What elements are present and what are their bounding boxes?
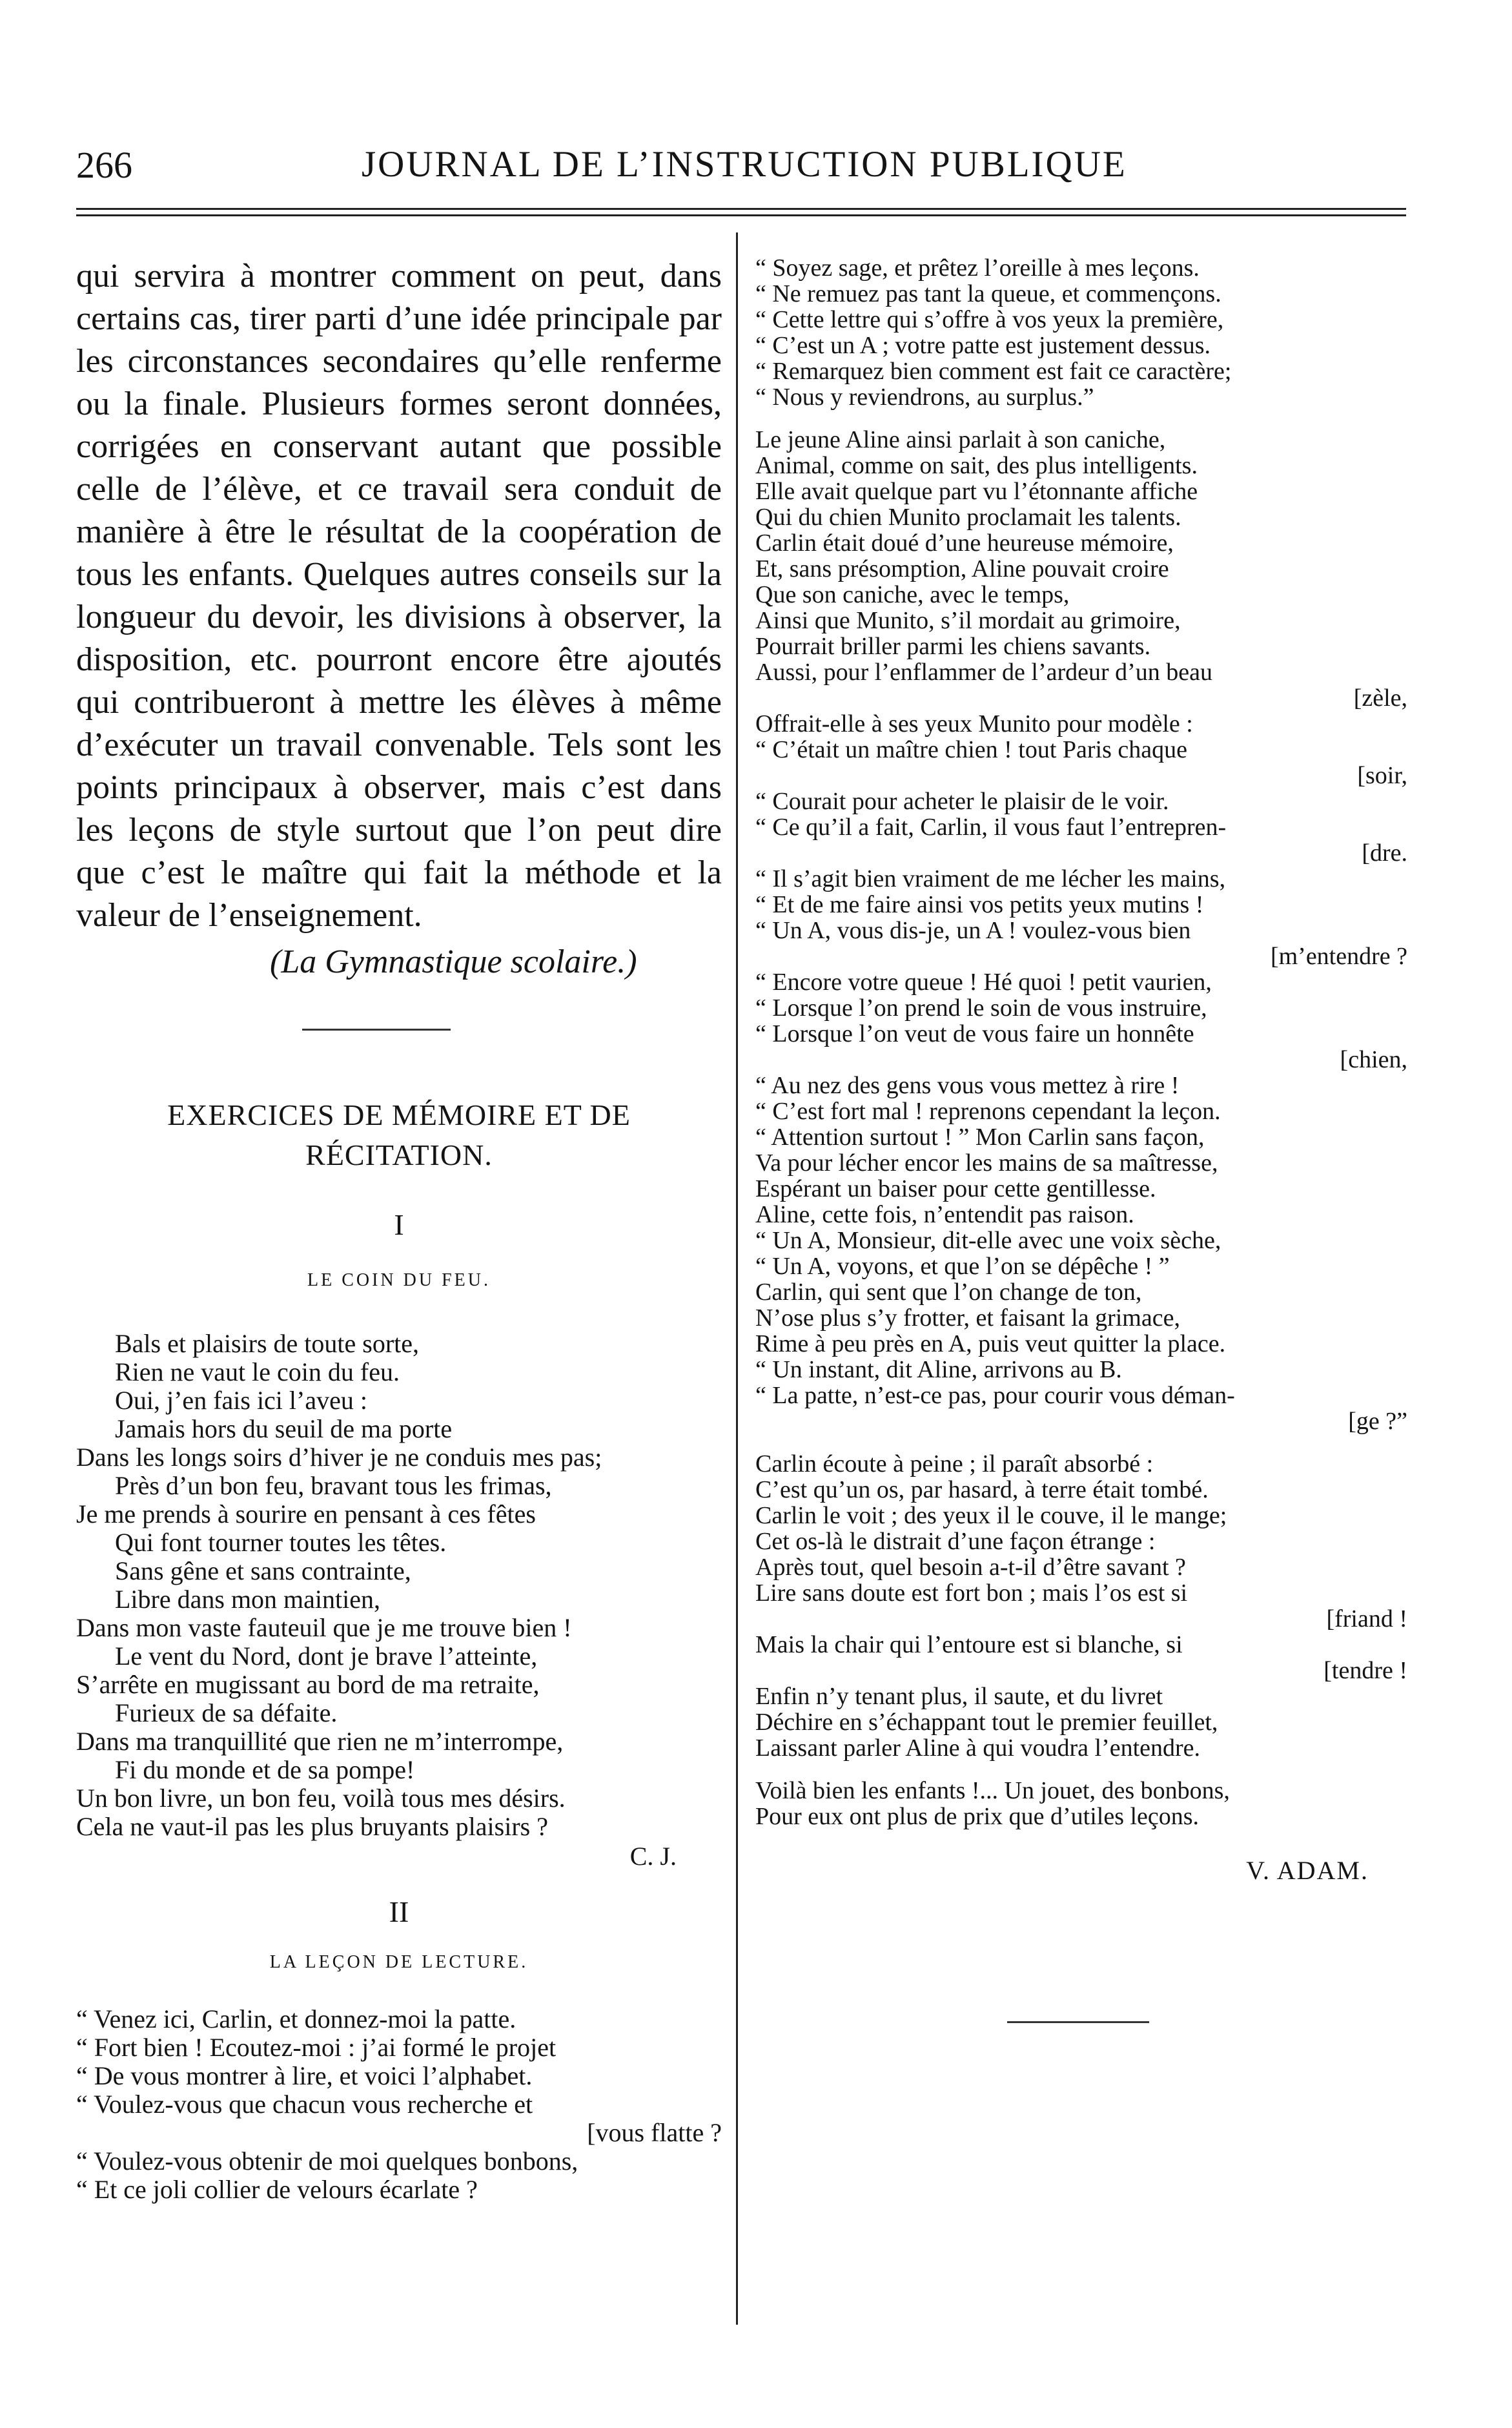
poem-title-2: LA LEÇON DE LECTURE.: [269, 1952, 529, 1972]
verse-line: “ Ne remuez pas tant la queue, et commençons.: [755, 280, 1221, 307]
verse-line: Un bon livre, un bon feu, voilà tous mes désirs.: [76, 1784, 566, 1813]
running-title: JOURNAL DE L’INSTRUCTION PUBLIQUE: [362, 144, 1127, 185]
verse-line: Espérant un baiser pour cette gentillesse.: [755, 1175, 1156, 1202]
verse-line: [chien,: [1340, 1046, 1407, 1073]
verse-line: Laissant parler Aline à qui voudra l’entendre.: [755, 1734, 1201, 1762]
verse-line: “ C’est fort mal ! reprenons cependant la leçon.: [755, 1098, 1221, 1125]
verse-line: Cela ne vaut-il pas les plus bruyants plaisirs ?: [76, 1812, 548, 1841]
verse-line: Dans les longs soirs d’hiver je ne conduis mes pas;: [76, 1443, 602, 1472]
verse-line: “ Un A, Monsieur, dit-elle avec une voix sèche,: [755, 1227, 1221, 1254]
verse-line: Carlin écoute à peine ; il paraît absorbé :: [755, 1450, 1154, 1477]
verse-line: Que son caniche, avec le temps,: [755, 581, 1070, 608]
source-credit: (La Gymnastique scolaire.): [270, 943, 637, 980]
verse-line: Le vent du Nord, dont je brave l’atteinte,: [115, 1641, 538, 1671]
verse-line: Animal, comme on sait, des plus intelligents.: [755, 452, 1198, 479]
verse-line: Pour eux ont plus de prix que d’utiles leçons.: [755, 1803, 1200, 1830]
verse-line: Libre dans mon maintien,: [115, 1585, 381, 1614]
verse-line: Sans gêne et sans contrainte,: [115, 1556, 411, 1585]
verse-line: [tendre !: [1323, 1657, 1407, 1684]
verse-line: [m’entendre ?: [1270, 943, 1407, 970]
verse-line: Elle avait quelque part vu l’étonnante affiche: [755, 478, 1198, 505]
verse-line: “ Et de me faire ainsi vos petits yeux mutins !: [755, 891, 1204, 918]
poem-signature-2: V. ADAM.: [1246, 1856, 1369, 1885]
right-column: [755, 255, 1407, 2023]
verse-line: Fi du monde et de sa pompe!: [115, 1755, 415, 1784]
end-separator: [1007, 2021, 1149, 2023]
verse-line: Je me prends à sourire en pensant à ces fêtes: [76, 1499, 536, 1528]
verse-line: Carlin était doué d’une heureuse mémoire,: [755, 530, 1174, 557]
verse-line: “ Remarquez bien comment est fait ce caractère;: [755, 358, 1232, 385]
part-numeral-2: II: [389, 1895, 409, 1928]
verse-line: Jamais hors du seuil de ma porte: [115, 1414, 453, 1443]
verse-line: “ Lorsque l’on prend le soin de vous instruire,: [755, 994, 1207, 1022]
prose-paragraph: qui servira à montrer comment on peut, dans certains cas, tirer parti d’une idée principale par les circonstances secondaires qu’elle renferme ou la finale. Plusieurs formes seront données, corrigées en conservant autant que possible celle de l’élève, et ce travail sera conduit de manière à être le résultat de la coopération de tous les enfants. Quelques autres conseils sur la longueur du devoir, les divisions à observer, la disposition, etc. pourront encore être ajoutés qui contribueront à mettre les élèves à même d’exécuter un travail convenable. Tels sont les points principaux à observer, mais c’est dans les leçons de style surtout que l’on peut dire que c’est le maître qui fait la méthode et la valeur de l’enseignement.: [76, 258, 722, 934]
verse-line: Cet os-là le distrait d’une façon étrange :: [755, 1528, 1156, 1555]
verse-line: “ Un A, voyons, et que l’on se dépêche ! ”: [755, 1253, 1170, 1280]
verse-line: Carlin, qui sent que l’on change de ton,: [755, 1279, 1142, 1306]
poem-signature-1: C. J.: [629, 1842, 677, 1871]
verse-line: Dans ma tranquillité que rien ne m’interrompe,: [76, 1727, 564, 1756]
stanza-3: [755, 1451, 1407, 1761]
verse-line: Enfin n’y tenant plus, il saute, et du livret: [755, 1683, 1163, 1710]
stanza-4: [755, 1778, 1407, 1829]
header-rule-top: [76, 208, 1406, 210]
verse-line: Offrait-elle à ses yeux Munito pour modèle :: [755, 710, 1193, 737]
verse-line: “ Lorsque l’on veut de vous faire un honnête: [755, 1020, 1194, 1047]
left-column: [76, 255, 722, 2204]
section-separator: [302, 1029, 451, 1031]
page-number: 266: [76, 144, 132, 186]
verse-line: [zèle,: [1353, 684, 1407, 712]
verse-line: C’est qu’un os, par hasard, à terre était tombé.: [755, 1476, 1209, 1503]
verse-line: “ Nous y reviendrons, au surplus.”: [755, 384, 1094, 411]
poem-le-coin-du-feu: [76, 1330, 722, 1841]
verse-line: “ Ce qu’il a fait, Carlin, il vous faut l’entrepren-: [755, 814, 1227, 841]
verse-line: “ Au nez des gens vous vous mettez à rire !: [755, 1072, 1180, 1099]
verse-line: “ Cette lettre qui s’offre à vos yeux la première,: [755, 306, 1224, 333]
stanza-1: [755, 255, 1407, 410]
verse-line: “ Fort bien ! Ecoutez-moi : j’ai formé le projet: [76, 2033, 557, 2062]
verse-line: Déchire en s’échappant tout le premier feuillet,: [755, 1709, 1218, 1736]
section-title: EXERCICES DE MÉMOIRE ET DE RÉCITATION.: [167, 1098, 631, 1171]
verse-line: Et, sans présomption, Aline pouvait croire: [755, 555, 1169, 582]
header-rule-bottom: [76, 214, 1406, 216]
verse-line: “ Voulez-vous que chacun vous recherche et: [76, 2090, 533, 2119]
verse-line: “ La patte, n’est-ce pas, pour courir vous déman-: [755, 1382, 1235, 1409]
verse-line: “ C’était un maître chien ! tout Paris chaque: [755, 736, 1187, 763]
verse-line: [dre.: [1362, 839, 1407, 867]
column-divider: [736, 232, 738, 2325]
verse-line: “ Voulez-vous obtenir de moi quelques bonbons,: [76, 2146, 578, 2176]
verse-line: “ Un A, vous dis-je, un A ! voulez-vous bien: [755, 917, 1191, 944]
verse-line: “ Soyez sage, et prêtez l’oreille à mes leçons.: [755, 254, 1200, 282]
verse-line: [soir,: [1357, 762, 1407, 789]
verse-line: Après tout, quel besoin a-t-il d’être savant ?: [755, 1554, 1186, 1581]
verse-line: Dans mon vaste fauteuil que je me trouve bien !: [76, 1613, 572, 1642]
stanza-2: [755, 427, 1407, 1434]
verse-line: Près d’un bon feu, bravant tous les frimas,: [115, 1471, 552, 1500]
verse-line: “ Il s’agit bien vraiment de me lécher les mains,: [755, 865, 1226, 892]
verse-line: [ge ?”: [1348, 1408, 1407, 1435]
verse-line: Le jeune Aline ainsi parlait à son caniche,: [755, 426, 1166, 453]
verse-line: “ Courait pour acheter le plaisir de le voir.: [755, 788, 1169, 815]
verse-line: Aussi, pour l’enflammer de l’ardeur d’un beau: [755, 659, 1213, 686]
verse-line: Voilà bien les enfants !... Un jouet, des bonbons,: [755, 1777, 1230, 1804]
verse-line: S’arrête en mugissant au bord de ma retraite,: [76, 1670, 540, 1699]
verse-line: “ Venez ici, Carlin, et donnez-moi la patte.: [76, 2004, 516, 2033]
verse-line: Oui, j’en fais ici l’aveu :: [115, 1386, 367, 1415]
verse-line: Pourrait briller parmi les chiens savants.: [755, 633, 1151, 660]
verse-line: Carlin le voit ; des yeux il le couve, il le mange;: [755, 1502, 1227, 1529]
verse-line: Qui font tourner toutes les têtes.: [115, 1528, 447, 1557]
verse-line: Rien ne vaut le coin du feu.: [115, 1357, 400, 1386]
verse-line: N’ose plus s’y frotter, et faisant la grimace,: [755, 1304, 1180, 1332]
verse-line: Bals et plaisirs de toute sorte,: [115, 1329, 420, 1358]
verse-line: [friand !: [1326, 1605, 1407, 1632]
verse-line: Qui du chien Munito proclamait les talents.: [755, 504, 1181, 531]
verse-line: “ Attention surtout ! ” Mon Carlin sans façon,: [755, 1124, 1205, 1151]
verse-line: Mais la chair qui l’entoure est si blanche, si: [755, 1631, 1183, 1658]
poem-la-lecon-de-lecture-start: [76, 2005, 722, 2204]
verse-line: “ Un instant, dit Aline, arrivons au B.: [755, 1356, 1122, 1383]
verse-line: Ainsi que Munito, s’il mordait au grimoire,: [755, 607, 1181, 634]
part-numeral-1: I: [394, 1208, 404, 1241]
poem-title-1: LE COIN DU FEU.: [307, 1270, 491, 1290]
verse-line: “ De vous montrer à lire, et voici l’alphabet.: [76, 2061, 533, 2090]
verse-line: Rime à peu près en A, puis veut quitter la place.: [755, 1330, 1226, 1357]
verse-line: “ Encore votre queue ! Hé quoi ! petit vaurien,: [755, 969, 1212, 996]
verse-line: Lire sans doute est fort bon ; mais l’os est si: [755, 1579, 1188, 1607]
verse-line: Aline, cette fois, n’entendit pas raison.: [755, 1201, 1134, 1228]
verse-line: [vous flatte ?: [587, 2118, 722, 2147]
verse-line: Va pour lécher encor les mains de sa maîtresse,: [755, 1149, 1218, 1177]
verse-line: “ C’est un A ; votre patte est justement dessus.: [755, 332, 1211, 359]
verse-line: Furieux de sa défaite.: [115, 1698, 338, 1727]
verse-line: “ Et ce joli collier de velours écarlate ?: [76, 2175, 478, 2204]
